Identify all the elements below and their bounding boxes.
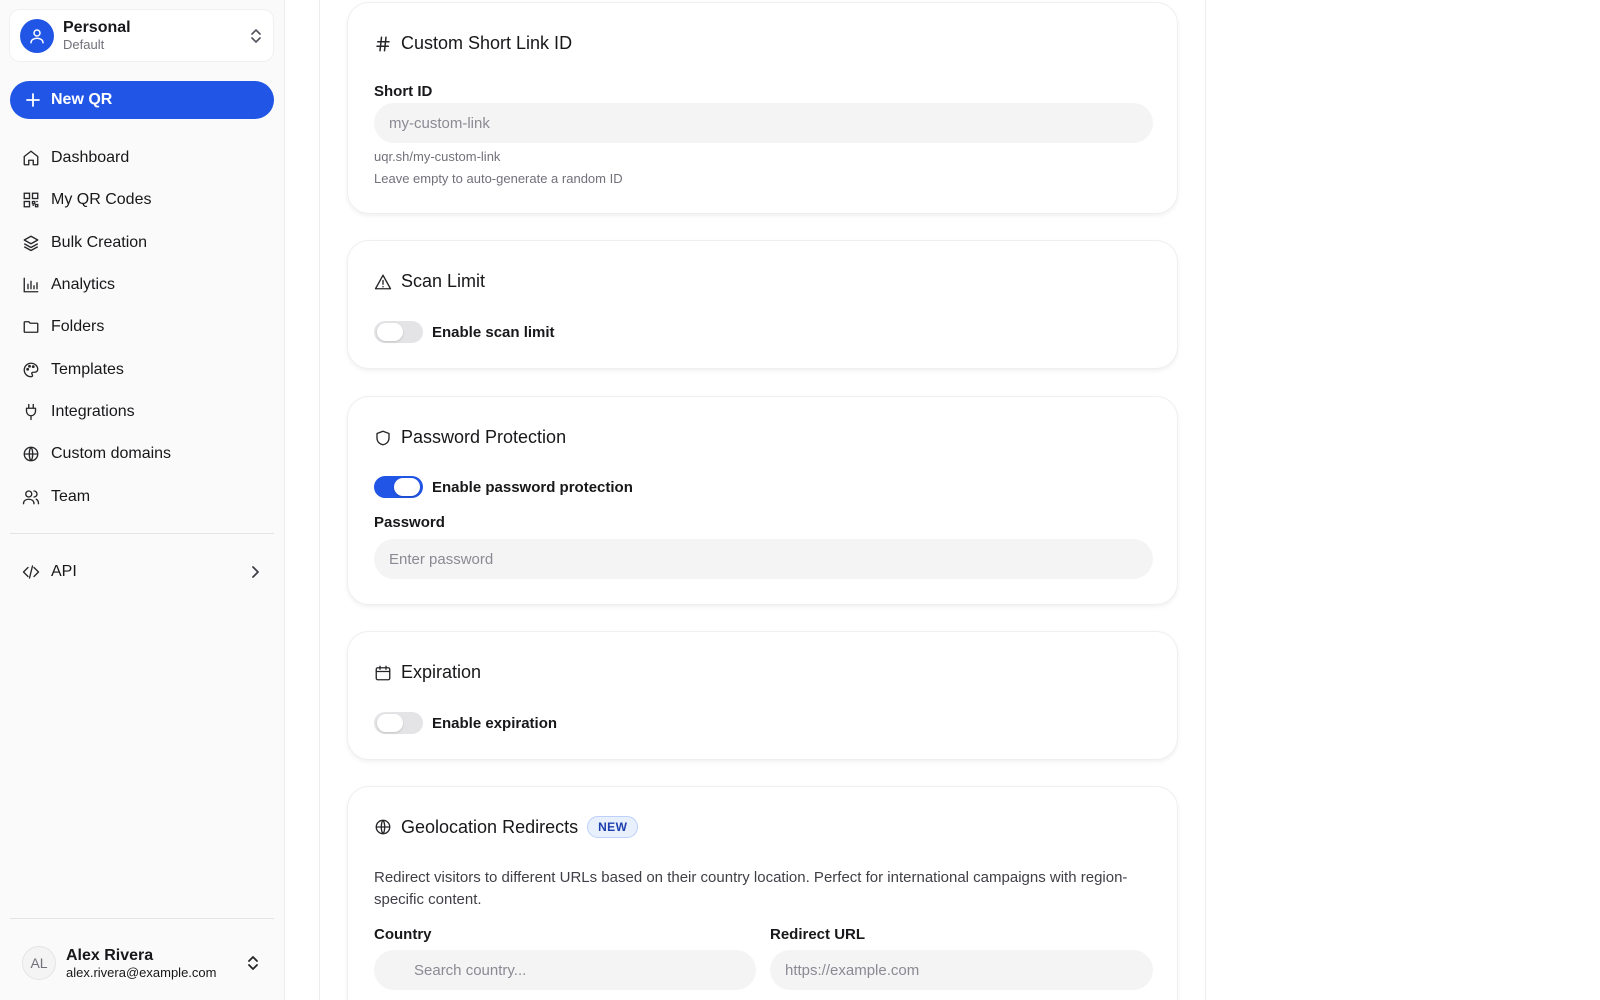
country-search: [374, 950, 756, 990]
folder-icon: [22, 318, 40, 336]
scan-limit-toggle-label: Enable scan limit: [432, 323, 555, 341]
hash-icon: [374, 35, 392, 53]
new-badge: NEW: [587, 816, 638, 838]
nav-item-api[interactable]: [10, 552, 274, 592]
nav-item-integrations[interactable]: [10, 391, 274, 433]
calendar-icon: [374, 664, 392, 682]
nav-item-bulk-creation[interactable]: [10, 222, 274, 264]
nav-label: Folders: [51, 318, 105, 336]
user-name: Alex Rivera: [66, 946, 154, 964]
new-qr-button[interactable]: [10, 81, 274, 119]
card-title: [374, 271, 485, 292]
toggle-knob: [377, 323, 403, 341]
scan-limit-toggle-row[interactable]: [374, 321, 555, 343]
country-search-input[interactable]: [374, 950, 756, 990]
toggle-knob: [377, 714, 403, 732]
expiration-card: [347, 631, 1178, 760]
card-title: [374, 662, 481, 683]
password-toggle-row[interactable]: [374, 476, 633, 498]
main-nav: [10, 137, 274, 518]
password-toggle-label: Enable password protection: [432, 478, 633, 496]
plus-icon: [25, 92, 41, 108]
nav-label: Team: [51, 487, 91, 505]
chevron-right-icon: [250, 565, 260, 579]
nav-label: Templates: [51, 360, 124, 378]
nav-item-custom-domains[interactable]: [10, 433, 274, 475]
country-label: Country: [374, 926, 432, 943]
nav-item-my-qr-codes[interactable]: [10, 179, 274, 221]
nav-item-analytics[interactable]: [10, 264, 274, 306]
toggle-knob: [394, 478, 420, 496]
redirect-url-label: Redirect URL: [770, 926, 866, 943]
short-id-input[interactable]: [374, 103, 1153, 143]
password-input[interactable]: [374, 539, 1153, 579]
workspace-subtitle: Default: [63, 37, 105, 52]
globe-icon: [22, 445, 40, 463]
home-icon: [22, 149, 40, 167]
chevron-up-down-icon: [246, 955, 260, 971]
geolocation-card: [347, 786, 1178, 1000]
scan-limit-card: [347, 240, 1178, 369]
nav-label: My QR Codes: [51, 191, 152, 209]
new-qr-label: New QR: [51, 91, 113, 108]
sidebar-divider: [10, 533, 274, 534]
user-menu[interactable]: [10, 938, 274, 988]
chevron-up-down-icon: [249, 28, 263, 44]
short-link-hint: Leave empty to auto-generate a random ID: [374, 171, 623, 186]
sidebar: [0, 0, 285, 1000]
geolocation-description: Redirect visitors to different URLs based on their country location. Perfect for international campaigns with region-specific content.: [374, 869, 1128, 908]
short-link-preview: uqr.sh/my-custom-link: [374, 149, 501, 164]
expiration-toggle-row[interactable]: [374, 712, 557, 734]
globe-icon: [374, 818, 392, 836]
expiration-title: Expiration: [401, 662, 482, 682]
card-title: [374, 427, 566, 448]
nav-label: Integrations: [51, 402, 135, 420]
card-title: [374, 816, 638, 838]
content-border-left: [319, 0, 320, 1000]
api-label: API: [51, 563, 77, 580]
nav-item-dashboard[interactable]: [10, 137, 274, 179]
card-title: [374, 33, 572, 54]
code-icon: [22, 563, 40, 581]
qr-code-icon: [22, 191, 40, 209]
plug-icon: [22, 403, 40, 421]
password-label: Password: [374, 514, 445, 531]
warning-triangle-icon: [374, 273, 392, 291]
nav-item-team[interactable]: [10, 475, 274, 517]
workspace-name: Personal: [63, 19, 131, 36]
nav-item-folders[interactable]: [10, 306, 274, 348]
short-link-title: Custom Short Link ID: [401, 33, 573, 53]
layers-icon: [22, 234, 40, 252]
user-icon: [20, 19, 54, 53]
nav-item-templates[interactable]: [10, 348, 274, 390]
scan-limit-toggle[interactable]: [374, 321, 423, 343]
password-card: [347, 396, 1178, 605]
user-email: alex.rivera@example.com: [66, 964, 217, 980]
nav-label: Custom domains: [51, 445, 172, 463]
password-title: Password Protection: [401, 427, 567, 447]
workspace-switcher[interactable]: [10, 10, 273, 61]
nav-label: Bulk Creation: [51, 233, 148, 251]
avatar: AL: [22, 946, 56, 980]
content-border-right: [1205, 0, 1206, 1000]
short-id-label: Short ID: [374, 83, 433, 100]
short-link-card: [347, 2, 1178, 214]
shield-icon: [374, 429, 392, 447]
sidebar-divider: [10, 918, 274, 919]
bar-chart-icon: [22, 276, 40, 294]
palette-icon: [22, 361, 40, 379]
users-icon: [22, 488, 40, 506]
redirect-url-input[interactable]: [770, 950, 1153, 990]
password-toggle[interactable]: [374, 476, 423, 498]
nav-label: Analytics: [51, 276, 116, 294]
expiration-toggle[interactable]: [374, 712, 423, 734]
scan-limit-title: Scan Limit: [401, 271, 486, 291]
geolocation-title: Geolocation Redirects: [401, 816, 579, 837]
expiration-toggle-label: Enable expiration: [432, 714, 558, 732]
nav-label: Dashboard: [51, 149, 130, 167]
